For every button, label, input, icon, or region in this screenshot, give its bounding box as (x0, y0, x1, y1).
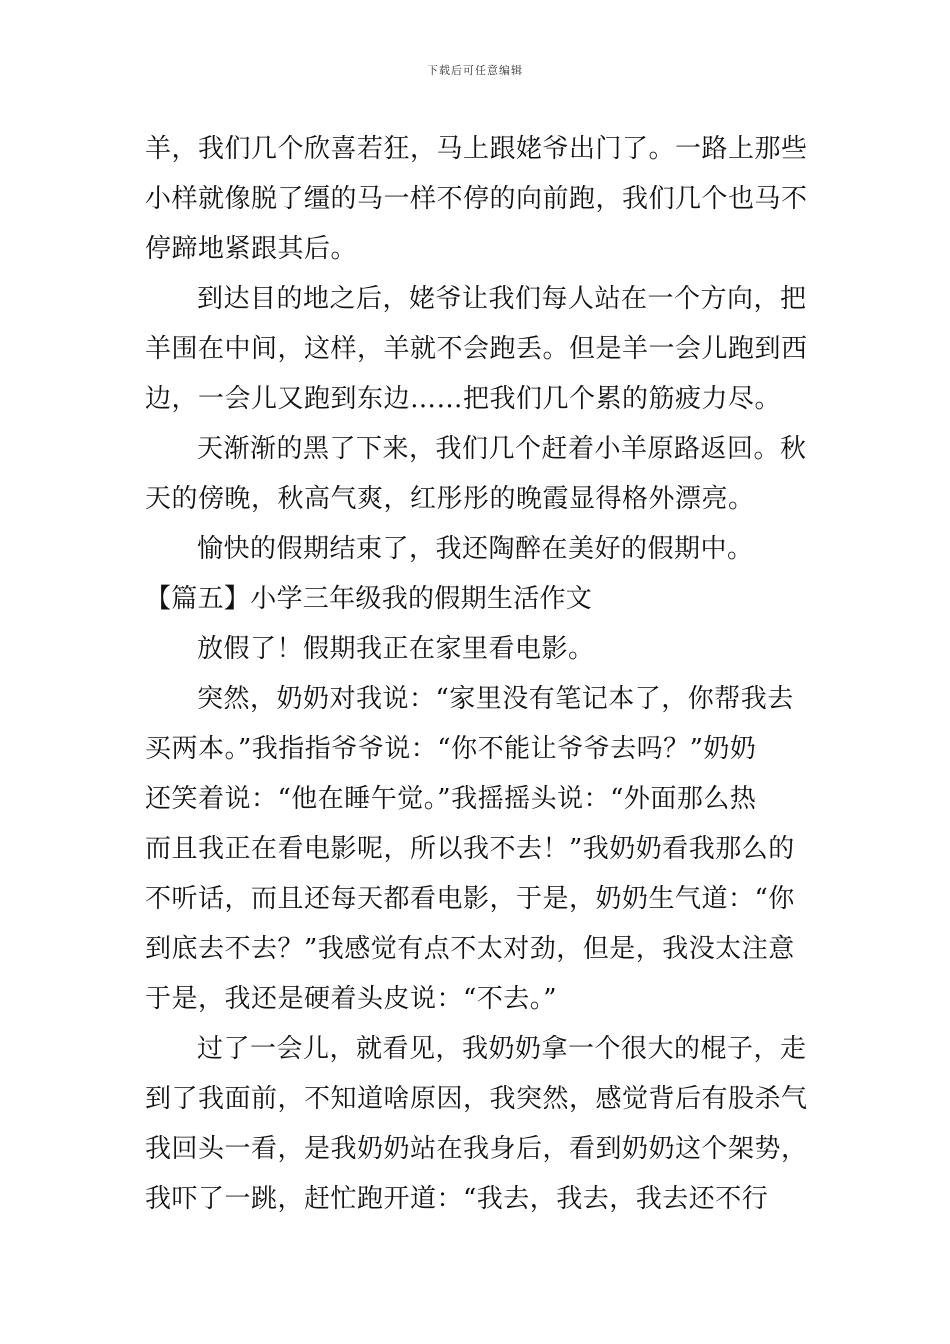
text-line: 羊，我们几个欣喜若狂，马上跟姥爷出门了。一路上那些 (145, 134, 808, 164)
text-line: 买两本。”我指指爷爷说：“你不能让爷爷去吗？”奶奶 (145, 734, 757, 764)
text-line: 而且我正在看电影呢，所以我不去！”我奶奶看我那么的 (145, 834, 795, 864)
text-line: 小样就像脱了缰的马一样不停的向前跑，我们几个也马不 (145, 184, 808, 214)
section-heading: 【篇五】小学三年级我的假期生活作文 (145, 584, 593, 614)
text-line: 边，一会儿又跑到东边……把我们几个累的筋疲力尽。 (145, 384, 782, 414)
text-line: 于是，我还是硬着头皮说：“不去。” (145, 984, 558, 1014)
paragraph-first-line: 过了一会儿，就看见，我奶奶拿一个很大的棍子，走 (197, 1034, 807, 1064)
paragraph-first-line: 天渐渐的黑了下来，我们几个赶着小羊原路返回。秋 (197, 434, 807, 464)
text-line: 还笑着说：“他在睡午觉。”我摇摇头说：“外面那么热 (145, 784, 757, 814)
document-body (145, 124, 807, 1224)
text-line: 不听话，而且还每天都看电影，于是，奶奶生气道：“你 (145, 884, 795, 914)
page-header: 下载后可任意编辑 (427, 64, 523, 77)
paragraph-first-line: 到达目的地之后，姥爷让我们每人站在一个方向，把 (197, 284, 807, 314)
text-line: 羊围在中间，这样，羊就不会跑丢。但是羊一会儿跑到西 (145, 334, 808, 364)
text-line: 到了我面前，不知道啥原因，我突然，感觉背后有股杀气 (145, 1084, 808, 1114)
paragraph-first-line: 愉快的假期结束了，我还陶醉在美好的假期中。 (197, 534, 754, 564)
text-line: 我吓了一跳，赶忙跑开道：“我去，我去，我去还不行 (145, 1184, 769, 1214)
text-line: 到底去不去？”我感觉有点不太对劲，但是，我没太注意 (145, 934, 795, 964)
paragraph-first-line: 突然，奶奶对我说：“家里没有笔记本了，你帮我去 (197, 684, 794, 714)
paragraph-first-line: 放假了！假期我正在家里看电影。 (197, 634, 595, 664)
text-line: 停蹄地紧跟其后。 (145, 234, 358, 264)
text-line: 天的傍晚，秋高气爽，红彤彤的晚霞显得格外漂亮。 (145, 484, 755, 514)
text-line: 我回头一看，是我奶奶站在我身后，看到奶奶这个架势， (145, 1134, 808, 1164)
